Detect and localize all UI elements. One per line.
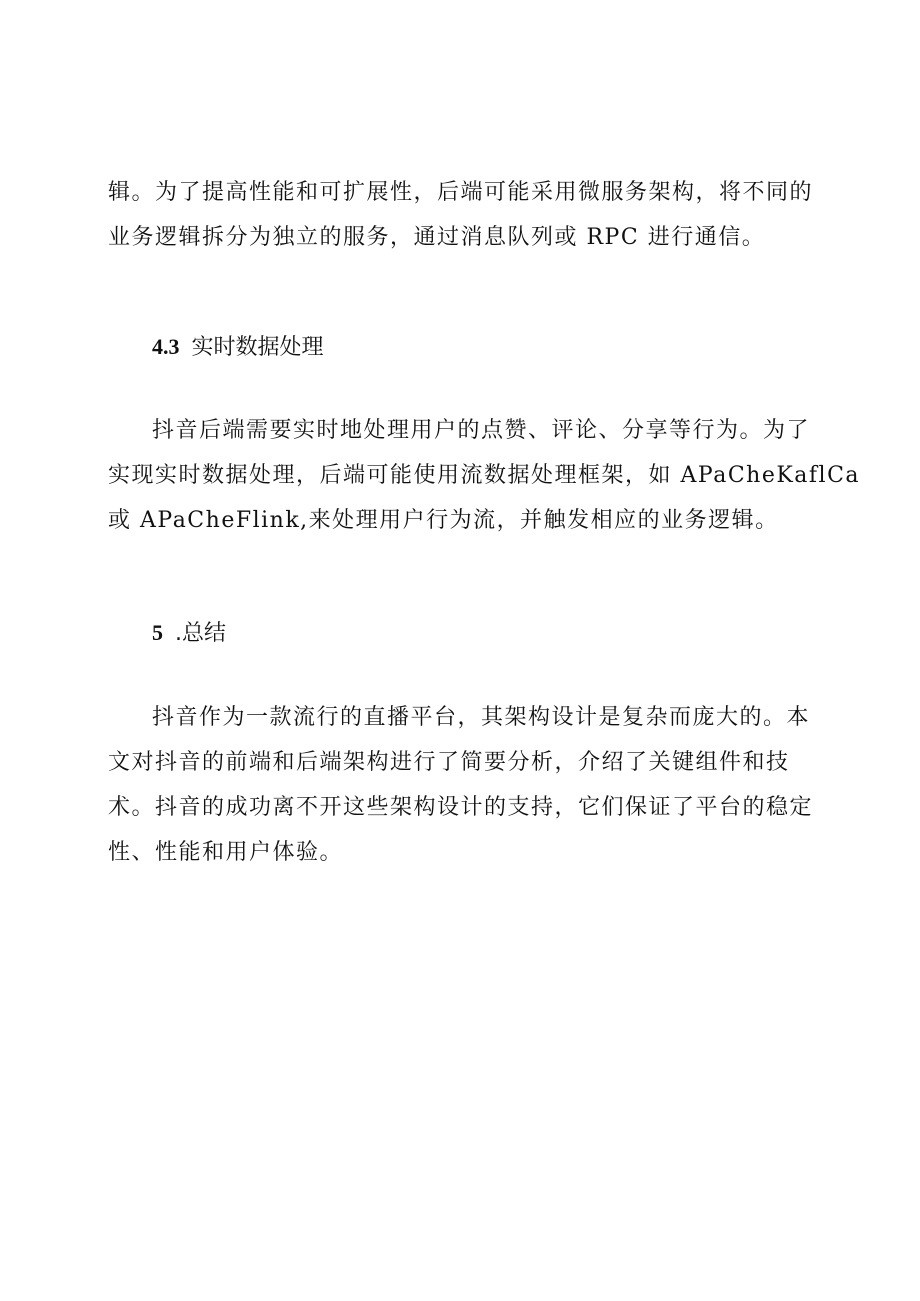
paragraph-line: 业务逻辑拆分为独立的服务，通过消息队列或 RPC 进行通信。: [108, 225, 766, 250]
paragraph-line: 文对抖音的前端和后端架构进行了简要分析，介绍了关键组件和技: [108, 750, 790, 775]
paragraph-summary: [108, 695, 814, 875]
section-title: .总结: [175, 621, 226, 646]
paragraph-realtime-processing: [108, 408, 861, 543]
paragraph-line: 抖音后端需要实时地处理用户的点赞、评论、分享等行为。为了: [152, 418, 811, 443]
paragraph-line: 抖音作为一款流行的直播平台，其架构设计是复杂而庞大的。本: [152, 705, 811, 730]
paragraph-microservices: [108, 170, 814, 260]
section-number: 4.3: [152, 334, 180, 359]
section-heading-4-3: [152, 332, 324, 363]
paragraph-line: 性、性能和用户体验。: [108, 840, 344, 865]
section-title: 实时数据处理: [191, 335, 324, 360]
section-heading-5: [152, 618, 226, 649]
section-number: 5: [152, 620, 163, 645]
paragraph-line: 辑。为了提高性能和可扩展性，后端可能采用微服务架构，将不同的: [108, 180, 814, 205]
paragraph-line: 实现实时数据处理，后端可能使用流数据处理框架，如 APaCheKaflCa: [108, 463, 861, 488]
paragraph-line: 术。抖音的成功离不开这些架构设计的支持，它们保证了平台的稳定: [108, 795, 814, 820]
paragraph-line: 或 APaCheFlink,来处理用户行为流，并触发相应的业务逻辑。: [108, 508, 779, 533]
